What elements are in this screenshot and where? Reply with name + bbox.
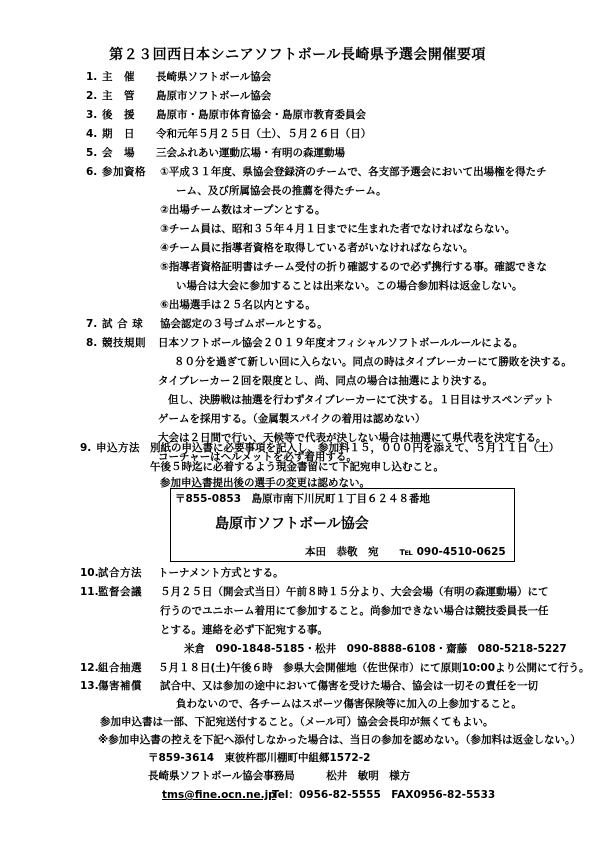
item-line: ①平成３１年度、県協会登録済のチームで、各支部予選会において出場権を得たチ <box>160 166 547 178</box>
item-line: ③チーム員は、昭和３５年４月１日までに生まれた者でなければならない。 <box>160 223 516 235</box>
item-line: 午後５時迄に必着するよう現金書留にて下記宛申し込むこと。 <box>150 461 444 473</box>
item-text: ５月１８日(土)午後６時 参県大会開催地（佐世保市）にて原則10:00より公開にて行う。 <box>158 662 590 674</box>
item-line: ⑥出場選手は２５名以内とする。 <box>160 299 316 311</box>
item-number: 3. <box>86 109 98 121</box>
item-number: 8. <box>86 337 98 349</box>
item-label: 主 管 <box>102 90 135 102</box>
box-organization: 島原市ソフトボール協会 <box>215 516 369 532</box>
item-label: 主 催 <box>102 71 135 83</box>
footer-office: 長崎県ソフトボール協会事務局 松井 敏明 様方 <box>148 770 411 782</box>
item-line: 行うのでユニホーム着用にて参加すること。尚参加できない場合は競技委員長一任 <box>160 605 549 617</box>
item-text: 島原市・島原市体育協会・島原市教育委員会 <box>156 109 366 121</box>
item-text: 令和元年５月２５日（土）、５月２６日（日） <box>156 128 372 140</box>
item-line: ５月２５日（開会式当日）午前８時１５分より、大会会場（有明の森運動場）にて <box>160 586 549 598</box>
item-text: 協会認定の３号ゴムボールとする。 <box>160 318 328 330</box>
item-label: 競技規則 <box>102 337 146 349</box>
item-text: トーナメント方式とする。 <box>158 567 284 579</box>
item-number: 6. <box>86 166 98 178</box>
item-line: タイブレーカー２回を限度とし、尚、同点の場合は抽選により決する。 <box>158 375 493 387</box>
item-label: 試 合 球 <box>102 318 144 330</box>
item-text: 島原市ソフトボール協会 <box>156 90 272 102</box>
item-label: 組合抽選 <box>98 662 142 674</box>
item-line: とする。連絡を必ず下記宛する事。 <box>160 624 328 636</box>
item-line: 負わないので、各チームはスポーツ傷害保険等に加入の上参加すること。 <box>176 698 522 710</box>
item-label: 期 日 <box>102 128 135 140</box>
item-label: 傷害補償 <box>98 680 142 692</box>
item-line: 試合中、又は参加の途中において傷害を受けた場合、協会は一切その責任を一切 <box>160 680 538 692</box>
item-line: い場合は大会に参加することは出来ない。この場合参加料は返金しない。 <box>176 280 523 292</box>
item-label: 監督会議 <box>98 586 142 598</box>
item-number: 13. <box>80 680 99 692</box>
item-line: 但し、決勝戦は抽選を行わずタイブレーカーにて決する。１日目はサスペンデット <box>168 394 554 406</box>
item-number: 12. <box>80 662 99 674</box>
item-line: 日本ソフトボール協会２０１９年度オフィシャルソフトボールルールによる。 <box>158 337 524 349</box>
item-label: 会 場 <box>102 147 135 159</box>
note-line: ※参加申込書の控えを下記へ添付しなかった場合は、当日の参加を認めない。（参加料は返金しない。） <box>98 734 581 746</box>
item-number: 4. <box>86 128 98 140</box>
page-title: 第２３回西日本シニアソフトボール長崎県予選会開催要項 <box>109 47 486 63</box>
item-line: ８０分を過ぎて新しい回に入らない。同点の時はタイブレーカーにて勝敗を決する。 <box>174 356 572 368</box>
item-line: ーム、及び所属協会長の推薦を得たチーム。 <box>176 185 387 197</box>
item-line: 米倉 090-1848-5185・松井 090-8888-6108・齋藤 080-5218-5227 <box>184 643 567 655</box>
item-number: 5. <box>86 147 98 159</box>
footer-postal-address: 〒859-3614 東彼杵郡川棚町中組郷1572-2 <box>148 752 371 764</box>
item-line: ゲームを採用する。（金属製スパイクの着用は認めない） <box>158 413 426 425</box>
address-box <box>170 488 515 562</box>
item-label: 後 援 <box>102 109 135 121</box>
item-line: 大会は２日間で行い、天候等で代表が決しない場合は抽選にて県代表を決定する。 <box>158 432 547 444</box>
item-number: 9. <box>80 442 92 454</box>
item-line: 参加申込書提出後の選手の変更は認めない。 <box>160 477 370 489</box>
item-line: ⑤指導者資格証明書はチーム受付の折り確認するので必ず携行する事。確認できな <box>160 261 547 273</box>
item-line: ④チーム員に指導者資格を取得している者がいなければならない。 <box>160 242 474 254</box>
item-line: 別紙の申込書に必要事項を記入し、参加料１５，０００円を添えて、５月１１日（土） <box>150 442 560 454</box>
item-label: 試合方法 <box>98 567 142 579</box>
item-number: 2. <box>86 90 98 102</box>
footer-phone: Tel：0956-82-5555 FAX0956-82-5533 <box>272 789 496 801</box>
item-number: 7. <box>86 318 98 330</box>
item-label: 申込方法 <box>96 442 140 454</box>
box-contact: 本田 恭敬 宛 ℡ 090-4510-0625 <box>305 546 506 558</box>
email-link[interactable]: tms@fine.ocn.ne.jp <box>162 789 276 801</box>
item-line: コーチャーはヘルメットを必ず着用する。 <box>158 451 357 463</box>
item-text: 三会ふれあい運動広場・有明の森運動場 <box>156 147 345 159</box>
note-line: 参加申込書は一部、下記宛送付すること。（メール可）協会会長印が無くてもよい。 <box>100 716 494 728</box>
item-line: ②出場チーム数はオープンとする。 <box>160 204 326 216</box>
item-number: 1. <box>86 71 98 83</box>
item-number: 11. <box>80 586 99 598</box>
item-label: 参加資格 <box>102 166 146 178</box>
item-number: 10. <box>80 567 99 579</box>
box-postal-address: 〒855-0853 島原市南下川尻町１丁目６２４８番地 <box>175 493 430 505</box>
item-text: 長崎県ソフトボール協会 <box>156 71 272 83</box>
